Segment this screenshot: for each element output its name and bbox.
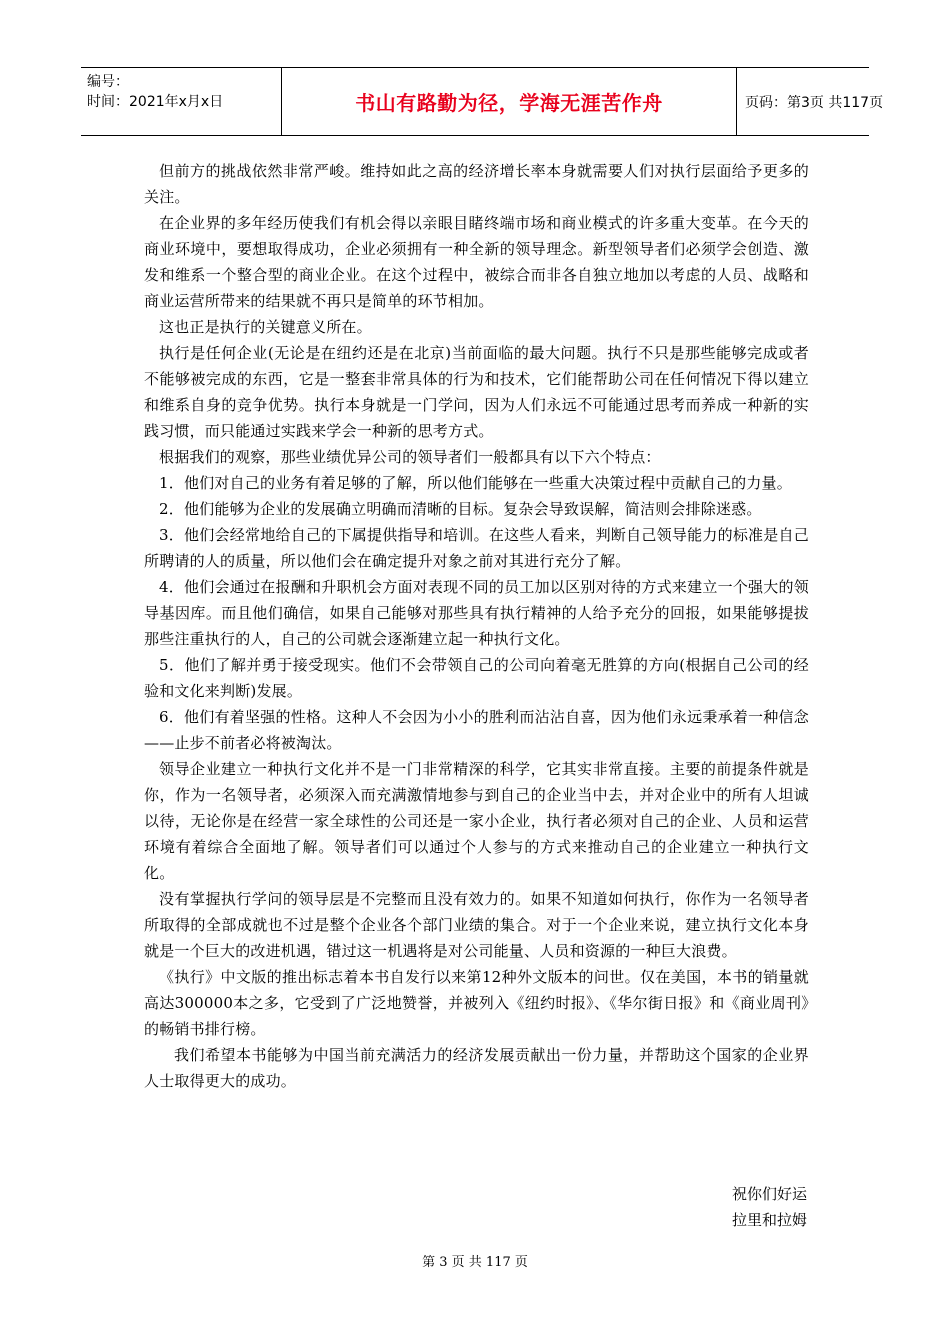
body-paragraph: 在企业界的多年经历使我们有机会得以亲眼目睹终端市场和商业模式的许多重大变革。在今天的商业环境中，要想取得成功，企业必须拥有一种全新的领导理念。新型领导者们必须学会创造、激发和维系一个整合型的商业企业。在这个过程中，被综合而非各自独立地加以考虑的人员、战略和商业运营所带来的结果就不再只是简单的环节相加。 <box>144 214 809 310</box>
body-paragraph: 我们希望本书能够为中国当前充满活力的经济发展贡献出一份力量，并帮助这个国家的企业界人士取得更大的成功。 <box>144 1046 809 1090</box>
header-motto-cell <box>282 68 737 135</box>
list-item: 6．他们有着坚强的性格。这种人不会因为小小的胜利而沾沾自喜，因为他们永远秉承着一种信念——止步不前者必将被淘汰。 <box>144 708 809 752</box>
list-item: 2．他们能够为企业的发展确立明确而清晰的目标。复杂会导致误解，简洁则会排除迷惑。 <box>159 500 762 518</box>
body-paragraph: 执行是任何企业(无论是在纽约还是在北京)当前面临的最大问题。执行不只是那些能够完成或者不能够被完成的东西，它是一整套非常具体的行为和技术，它们能帮助公司在任何情况下得以建立和维系自身的竞争优势。执行本身就是一门学问，因为人们永远不可能通过思考而养成一种新的实践习惯，而只能通过实践来学会一种新的思考方式。 <box>144 344 809 440</box>
list-item: 1．他们对自己的业务有着足够的了解，所以他们能够在一些重大决策过程中贡献自己的力量。 <box>159 474 792 492</box>
body-paragraph: 但前方的挑战依然非常严峻。维持如此之高的经济增长率本身就需要人们对执行层面给予更多的关注。 <box>144 162 809 206</box>
document-body <box>144 158 809 1094</box>
list-item: 4．他们会通过在报酬和升职机会方面对表现不同的员工加以区别对待的方式来建立一个强大的领导基因库。而且他们确信，如果自己能够对那些具有执行精神的人给予充分的回报，如果能够提拔那些注重执行的人，自己的公司就会逐渐建立起一种执行文化。 <box>144 578 809 648</box>
list-item: 5．他们了解并勇于接受现实。他们不会带领自己的公司向着毫无胜算的方向(根据自己公司的经验和文化来判断)发展。 <box>144 656 809 700</box>
page-header <box>81 67 884 136</box>
document-date-label: 时间：2021年x月x日 <box>87 94 224 110</box>
signoff-greeting: 祝你们好运 <box>731 1185 807 1203</box>
body-paragraph: 根据我们的观察，那些业绩优异公司的领导者们一般都具有以下六个特点： <box>159 448 661 466</box>
header-meta-cell <box>81 68 282 135</box>
header-page-info: 页码：第3页 共117页 <box>745 94 884 111</box>
signoff-block <box>732 1181 807 1233</box>
body-paragraph: 这也正是执行的关键意义所在。 <box>159 318 372 336</box>
list-item: 3．他们会经常地给自己的下属提供指导和培训。在这些人看来，判断自己领导能力的标准是自己所聘请的人的质量，所以他们会在确定提升对象之前对其进行充分了解。 <box>144 526 809 570</box>
document-number-label: 编号： <box>87 74 129 90</box>
header-page-cell <box>737 68 884 135</box>
page-footer: 第 3 页 共 117 页 <box>422 1255 528 1270</box>
body-paragraph: 没有掌握执行学问的领导层是不完整而且没有效力的。如果不知道如何执行，你作为一名领导者所取得的全部成就也不过是整个企业各个部门业绩的集合。对于一个企业来说，建立执行文化本身就是一个巨大的改进机遇，错过这一机遇将是对公司能量、人员和资源的一种巨大浪费。 <box>144 890 809 960</box>
header-motto: 书山有路勤为径，学海无涯苦作舟 <box>355 91 663 115</box>
body-paragraph: 《执行》中文版的推出标志着本书自发行以来第12种外文版本的问世。仅在美国，本书的销量就高达300000本之多，它受到了广泛地赞誉，并被列入《纽约时报》、《华尔街日报》和《商业周刊》的畅销书排行榜。 <box>144 968 809 1038</box>
body-paragraph: 领导企业建立一种执行文化并不是一门非常精深的科学，它其实非常直接。主要的前提条件就是你，作为一名领导者，必须深入而充满激情地参与到自己的企业当中去，并对企业中的所有人坦诚以待，无论你是在经营一家全球性的公司还是一家小企业，执行者必须对自己的企业、人员和运营环境有着综合全面地了解。领导者们可以通过个人参与的方式来推动自己的企业建立一种执行文化。 <box>144 760 809 882</box>
signoff-authors: 拉里和拉姆 <box>731 1211 807 1229</box>
